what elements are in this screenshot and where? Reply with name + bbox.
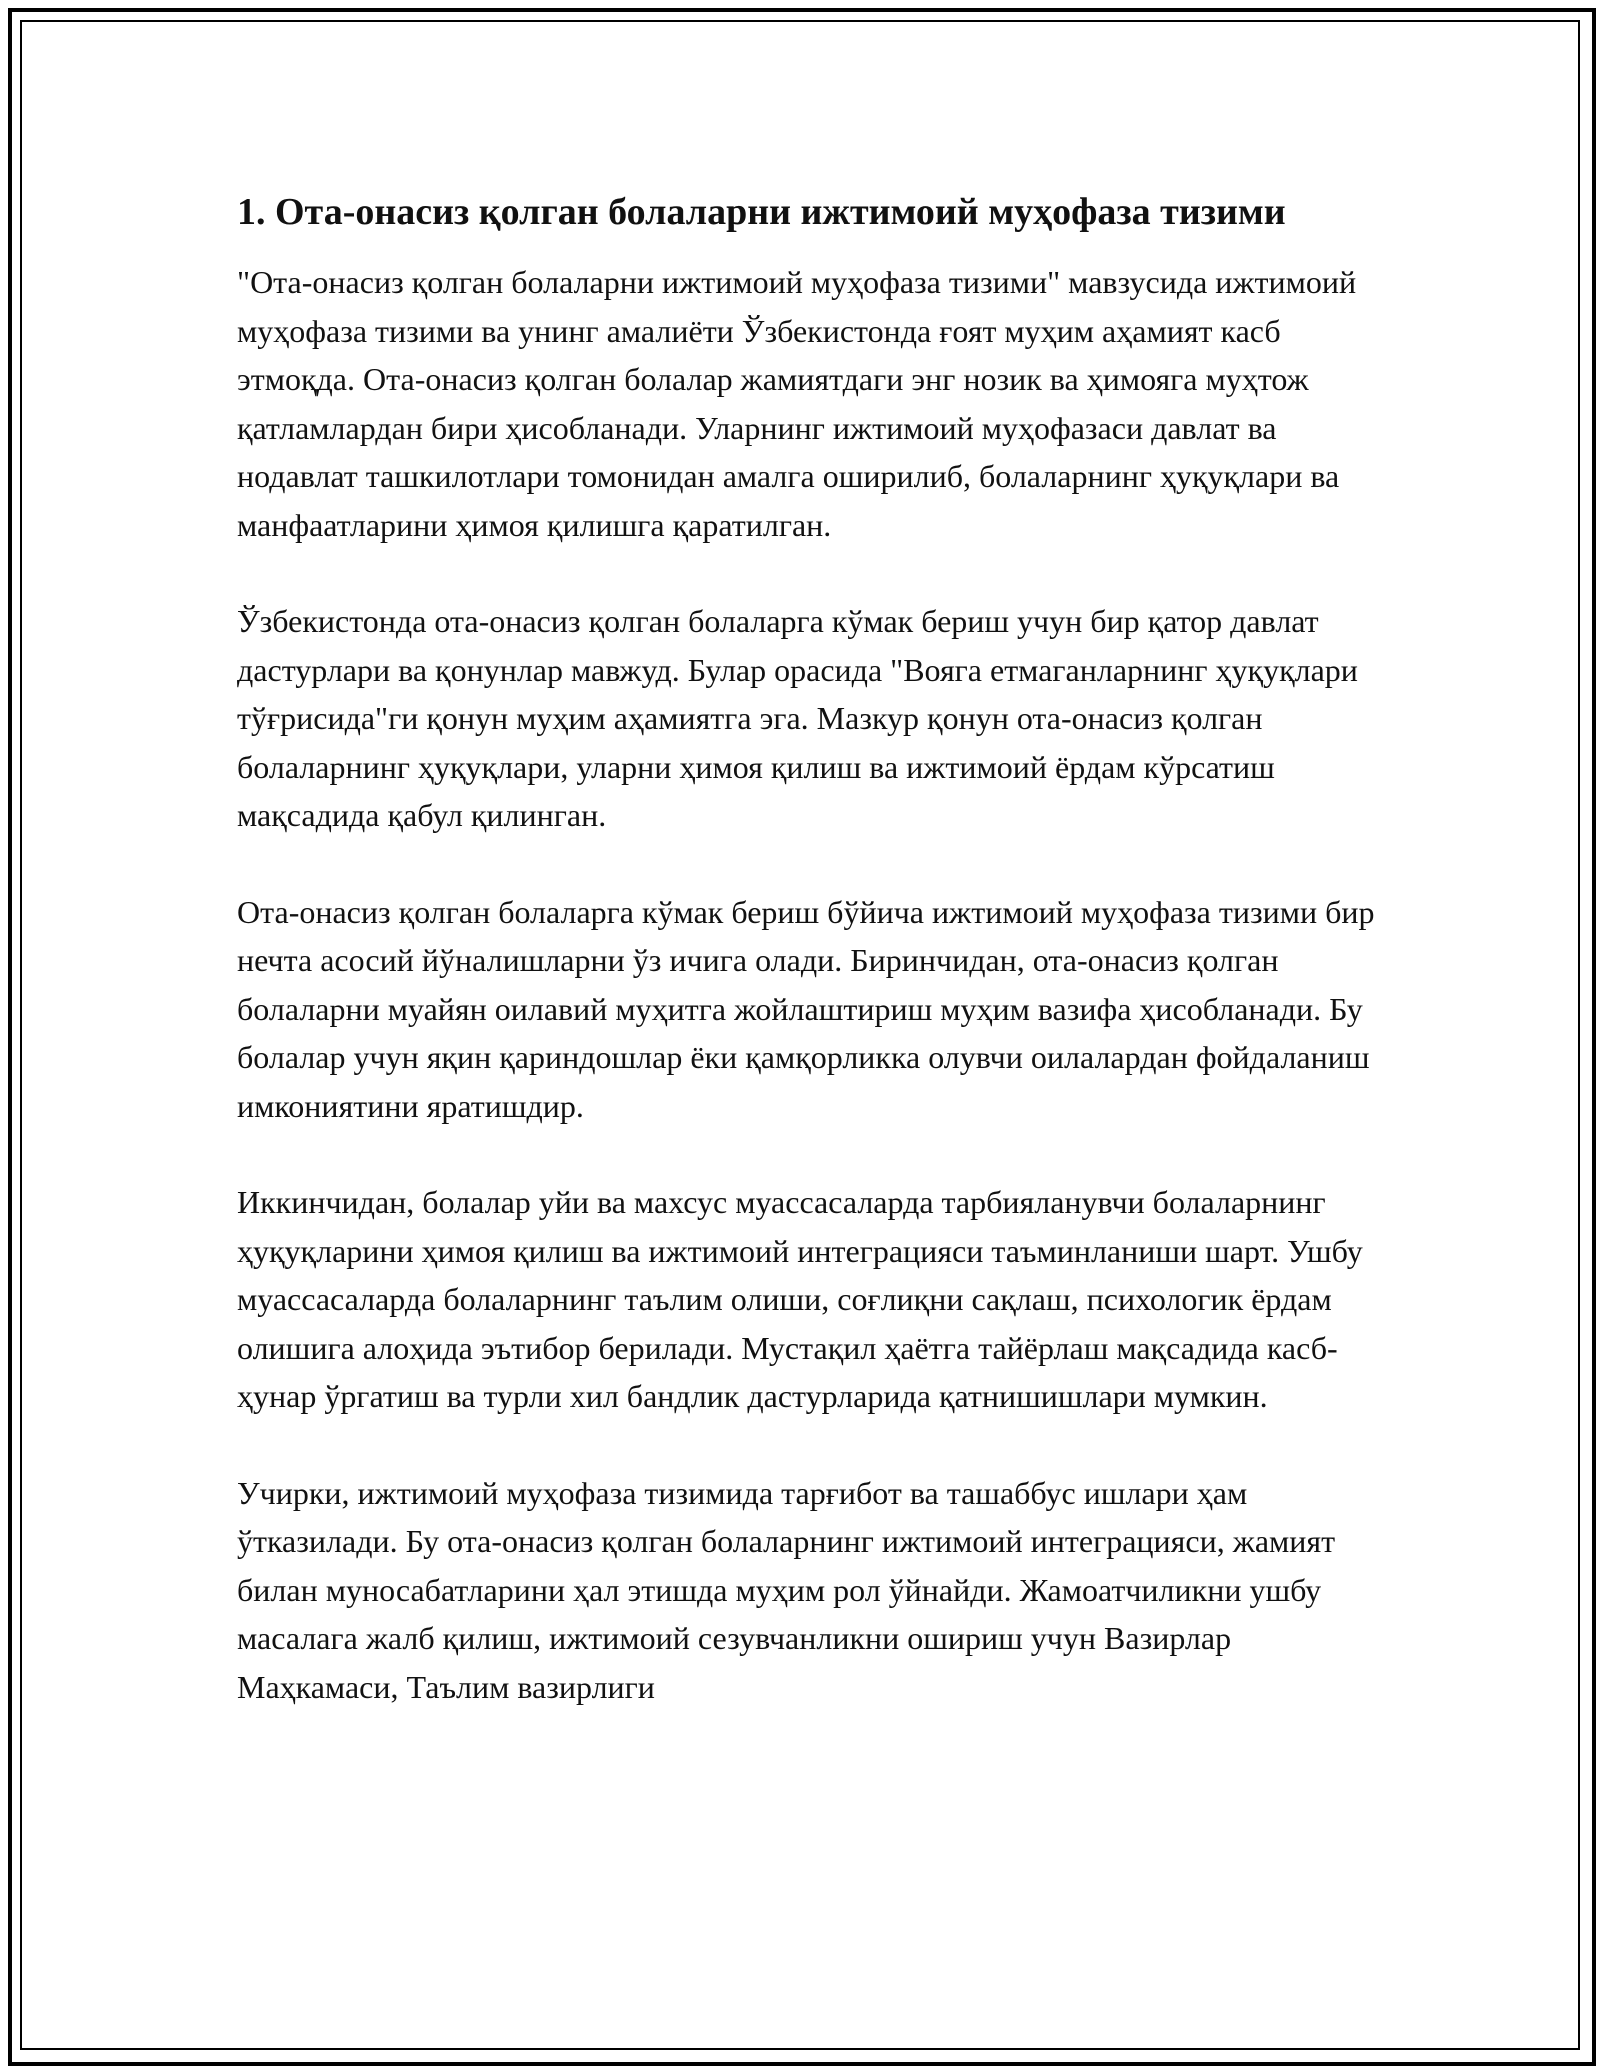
paragraph-4: Иккинчидан, болалар уйи ва махсус муассасаларда тарбияланувчи болаларнинг ҳуқуқларини ҳимоя қилиш ва ижтимоий интеграцияси таъминланиши шарт. Ушбу муассасаларда болаларнинг таълим олиши, соғлиқни сақлаш, психологик ёрдам олишига алоҳида эътибор берилади. Мустақил ҳаётга тайёрлаш мақсадида касб-ҳунар ўргатиш ва турли хил бандлик дастурларида қатнишишлари мумкин.	[237, 1184, 1363, 1414]
section-heading: 1. Ота-онасиз қолган болаларни ижтимоий муҳофаза тизими	[237, 191, 1286, 233]
paragraph-3: Ота-онасиз қолган болаларга кўмак бериш бўйича ижтимоий муҳофаза тизими бир нечта асосий йўналишларни ўз ичига олади. Биринчидан, ота-онасиз қолган болаларни муайян оилавий муҳитга жойлаштириш муҳим вазифа ҳисобланади. Бу болалар учун яқин қариндошлар ёки қамқорликка олувчи оилалардан фойдаланиш имкониятини яратишдир.	[237, 893, 1375, 1124]
paragraph-5: Учирки, ижтимоий муҳофаза тизимида тарғибот ва ташаббус ишлари ҳам ўтказилади. Бу ота-онасиз қолган болаларнинг ижтимоий интеграцияси, жамият билан муносабатларини ҳал этишда муҳим рол ўйнайди. Жамоатчиликни ушбу масалага жалб қилиш, ижтимоий сезувчанликни ошириш учун Вазирлар Маҳкамаси, Таълим вазирлиги	[237, 1474, 1336, 1705]
document-body	[237, 185, 1377, 1711]
paragraph-2: Ўзбекистонда ота-онасиз қолган болаларга кўмак бериш учун бир қатор давлат дастурлари ва қонунлар мавжуд. Булар орасида "Вояга етмаганларнинг ҳуқуқлари тўғрисида"ги қонун муҳим аҳамиятга эга. Мазкур қонун ота-онасиз қолган болаларнинг ҳуқуқлари, уларни ҳимоя қилиш ва ижтимоий ёрдам кўрсатиш мақсадида қабул қилинган.	[237, 603, 1358, 833]
paragraph-1: "Ота-онасиз қолган болаларни ижтимоий муҳофаза тизими" мавзусида ижтимоий муҳофаза тизими ва унинг амалиёти Ўзбекистонда ғоят муҳим аҳамият касб этмоқда. Ота-онасиз қолган болалар жамиятдаги энг нозик ва ҳимояга муҳтож қатламлардан бири ҳисобланади. Уларнинг ижтимоий муҳофазаси давлат ва нодавлат ташкилотлари томонидан амалга оширилиб, болаларнинг ҳуқуқлари ва манфаатларини ҳимоя қилишга қаратилган.	[237, 264, 1357, 543]
